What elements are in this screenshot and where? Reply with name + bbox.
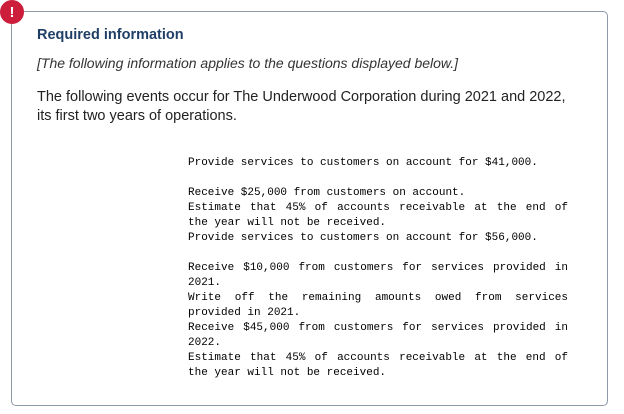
section-heading: Required information: [37, 27, 184, 43]
event-description: Provide services to customers on account for $56,000.: [188, 232, 538, 244]
event-description: Receive $10,000 from customers for services provided in 2021.: [188, 262, 568, 289]
context-note: [The following information applies to the questions displayed below.]: [37, 55, 459, 71]
event-description: Write off the remaining amounts owed from services provided in 2021.: [188, 292, 568, 319]
event-description: Receive $45,000 from customers for services provided in 2022.: [188, 322, 568, 349]
event-description: Estimate that 45% of accounts receivable at the end of the year will not be received.: [188, 202, 568, 229]
intro-paragraph: The following events occur for The Underwood Corporation during 2021 and 2022, its first two years of operations.: [37, 89, 566, 124]
event-description: Receive $25,000 from customers on account.: [188, 187, 466, 199]
exclamation-icon: !: [0, 0, 24, 24]
event-description: Estimate that 45% of accounts receivable at the end of the year will not be received.: [188, 352, 568, 379]
event-description: Provide services to customers on account for $41,000.: [188, 157, 538, 169]
